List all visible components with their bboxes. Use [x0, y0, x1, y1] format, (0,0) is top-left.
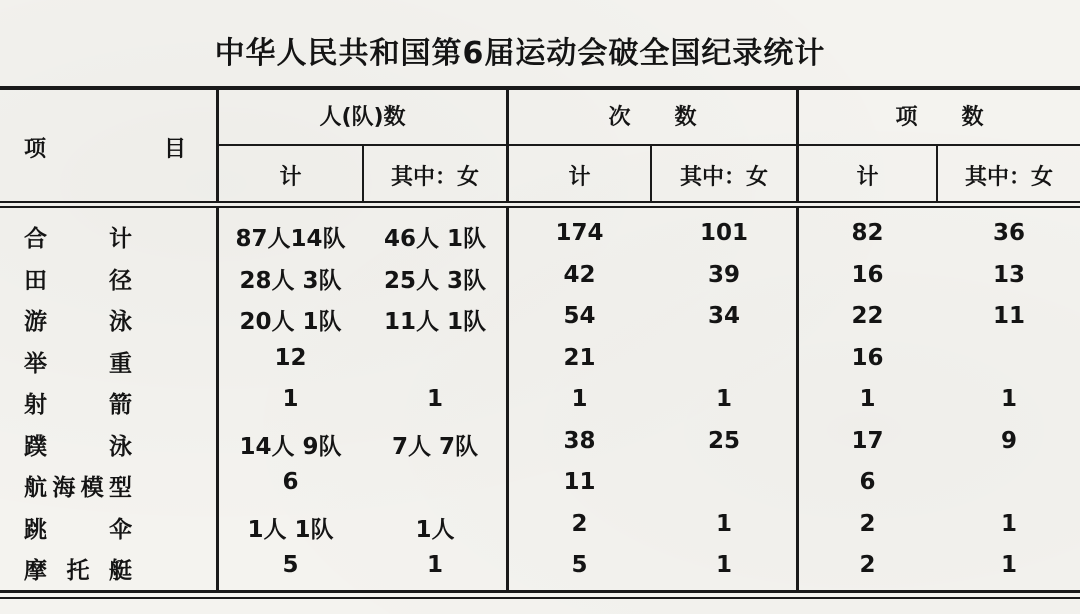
- cell-times-female: 101: [699, 220, 748, 246]
- table-top-rule: [0, 86, 1080, 90]
- cell-times-total: 11: [563, 469, 596, 495]
- cell-events-female: 1: [1000, 511, 1017, 537]
- cell-people-total: 20人 1队: [239, 309, 342, 335]
- cell-people-total: 12: [274, 345, 307, 371]
- cell-people-female: 46人 1队: [383, 226, 487, 252]
- cell-people-total: 87人14队: [235, 226, 346, 252]
- cell-people-female: 25人 3队: [383, 268, 487, 294]
- header-bottom-rule-1: [0, 201, 1080, 203]
- header-people-total: 计: [279, 165, 302, 190]
- cell-people-total: 1: [282, 386, 299, 412]
- cell-people-total: 5: [282, 552, 299, 578]
- cell-events-female: 1: [1000, 386, 1017, 412]
- row-label: [24, 386, 132, 419]
- row-label-char: 箭: [109, 392, 132, 418]
- cell-people-female: 1: [426, 552, 443, 578]
- row-label-char: 型: [108, 475, 132, 501]
- row-label-char: 艇: [109, 558, 132, 584]
- header-people-female: 其中：女: [390, 165, 479, 190]
- cell-events-total: 17: [851, 428, 884, 454]
- row-label-char: 托: [66, 558, 90, 584]
- cell-events-total: 2: [859, 511, 876, 537]
- row-label-char: 径: [109, 268, 132, 294]
- cell-events-female: 36: [992, 220, 1025, 246]
- cell-times-female: 1: [715, 552, 732, 578]
- cell-times-female: 39: [707, 262, 740, 288]
- header-events-female: 其中：女: [964, 165, 1053, 190]
- cell-times-female: 1: [715, 386, 732, 412]
- cell-times-female: 34: [707, 303, 740, 329]
- row-label: [24, 552, 132, 585]
- header-item-right: 目: [163, 137, 186, 162]
- table-bottom-rule-2: [0, 597, 1080, 599]
- cell-times-total: 38: [563, 428, 596, 454]
- header-bottom-rule-2: [0, 206, 1080, 208]
- cell-events-total: 22: [851, 303, 884, 329]
- cell-events-female: 11: [992, 303, 1025, 329]
- row-label: [24, 303, 132, 336]
- header-item-left: 项: [24, 137, 47, 162]
- cell-events-female: 9: [1000, 428, 1017, 454]
- cell-times-female: 25: [707, 428, 740, 454]
- row-label-char: 伞: [109, 517, 132, 543]
- row-label-char: 航: [24, 475, 47, 501]
- header-times-total: 计: [568, 165, 591, 190]
- row-label: [24, 511, 132, 544]
- cell-people-total: 1人 1队: [247, 517, 334, 543]
- cell-events-total: 82: [851, 220, 884, 246]
- row-label-char: 跳: [24, 517, 47, 543]
- row-label: [24, 220, 132, 253]
- cell-people-total: 14人 9队: [239, 434, 342, 460]
- row-label-char: 射: [24, 392, 47, 418]
- cell-events-total: 16: [851, 262, 884, 288]
- cell-events-total: 16: [851, 345, 884, 371]
- row-label: [24, 262, 132, 295]
- cell-events-total: 1: [859, 386, 876, 412]
- header-times-female: 其中：女: [679, 165, 768, 190]
- cell-people-total: 28人 3队: [239, 268, 342, 294]
- cell-people-female: 1人: [415, 517, 455, 543]
- row-label-char: 摩: [24, 558, 47, 584]
- cell-people-female: 7人 7队: [391, 434, 478, 460]
- cell-times-total: 5: [571, 552, 588, 578]
- cell-events-female: 1: [1000, 552, 1017, 578]
- cell-times-total: 2: [571, 511, 588, 537]
- cell-people-female: 1: [426, 386, 443, 412]
- row-label-char: 游: [24, 309, 47, 335]
- cell-times-total: 174: [555, 220, 604, 246]
- header-item: [24, 132, 186, 163]
- row-label: [24, 469, 132, 502]
- row-label-char: 计: [109, 226, 132, 252]
- cell-times-total: 54: [563, 303, 596, 329]
- row-label-char: 蹼: [24, 434, 47, 460]
- row-label: [24, 345, 132, 378]
- cell-times-total: 21: [563, 345, 596, 371]
- cell-times-total: 1: [571, 386, 588, 412]
- cell-events-female: 13: [992, 262, 1025, 288]
- cell-times-total: 42: [563, 262, 596, 288]
- cell-times-female: 1: [715, 511, 732, 537]
- header-group-events: 项 数: [895, 105, 984, 130]
- group-header-rule: [219, 144, 1080, 146]
- row-label-char: 泳: [109, 309, 132, 335]
- row-label-char: 海: [52, 475, 76, 501]
- header-events-total: 计: [856, 165, 879, 190]
- header-group-people: 人(队)数: [319, 105, 406, 130]
- cell-events-total: 6: [859, 469, 876, 495]
- row-label-char: 合: [24, 226, 47, 252]
- header-group-times: 次 数: [608, 105, 697, 130]
- row-label-char: 泳: [109, 434, 132, 460]
- row-label-char: 模: [80, 475, 104, 501]
- row-label-char: 田: [24, 268, 47, 294]
- cell-events-total: 2: [859, 552, 876, 578]
- row-label-char: 重: [109, 351, 132, 377]
- table-bottom-rule-1: [0, 590, 1080, 593]
- page-title: 中华人民共和国第6届运动会破全国纪录统计: [214, 36, 826, 71]
- row-label-char: 举: [24, 351, 47, 377]
- cell-people-female: 11人 1队: [383, 309, 487, 335]
- cell-people-total: 6: [282, 469, 299, 495]
- row-label: [24, 428, 132, 461]
